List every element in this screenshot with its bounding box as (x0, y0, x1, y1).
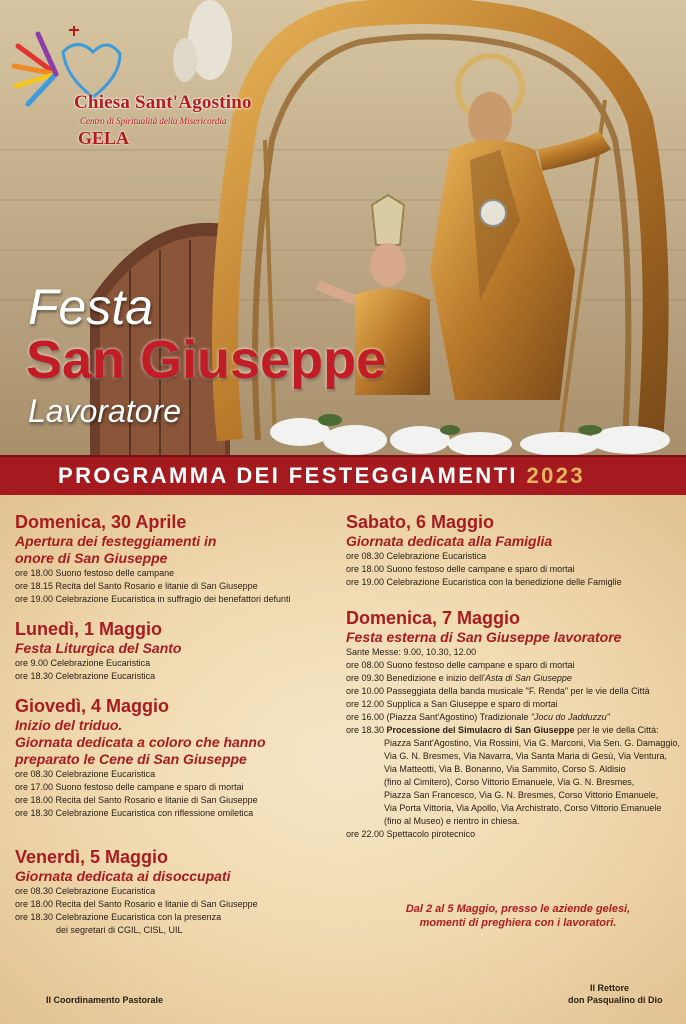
event-block (15, 511, 330, 606)
procession-text: Processione del Simulacro di San Giuseppe (386, 725, 575, 735)
day-subtitle: Apertura dei festeggiamenti in onore di San Giuseppe (15, 533, 217, 566)
note-line: momenti di preghiera con i lavoratori. (419, 917, 617, 929)
banner-title (58, 463, 585, 489)
schedule-line: ore 18.30 Celebrazione Eucaristica (15, 671, 156, 681)
schedule-line: ore 19.00 Celebrazione Eucaristica in suffragio dei benefattori defunti (15, 594, 291, 604)
church-logo (8, 22, 298, 162)
title-festa: Festa (28, 279, 154, 335)
event-block (346, 607, 682, 841)
event-block (15, 846, 330, 937)
day-heading: Giovedì, 4 Maggio (15, 696, 170, 716)
route-line: Via Matteotti, Via B. Bonanno, Via Sammito, Corso S. Aldisio (384, 764, 626, 774)
signature-title: Il Rettore (590, 983, 630, 993)
title-lavoratore: Lavoratore (28, 393, 181, 429)
event-block (346, 511, 682, 589)
day-heading: Domenica, 7 Maggio (346, 608, 521, 628)
schedule-line: ore 10.00 Passeggiata della banda musicale "F. Renda" per le vie della Città (346, 686, 650, 696)
schedule-line: ore 9.00 Celebrazione Eucaristica (15, 658, 151, 668)
statue-photo (0, 0, 686, 455)
route-line: (fino al Cimitero), Corso Vittorio Emanuele, Via G. N. Bresmes, (384, 777, 635, 787)
day-heading: Domenica, 30 Aprile (15, 512, 187, 532)
title-san-giuseppe: San Giuseppe (26, 330, 387, 390)
schedule-line (346, 672, 682, 685)
route-line: Piazza San Francesco, Via G. N. Bresmes, Corso Vittorio Emanuele, (384, 790, 659, 800)
schedule-text: ore 16.00 (Piazza Sant'Agostino) Tradizionale (346, 712, 531, 722)
jocu-text: "Jocu do Jadduzzu" (530, 712, 610, 722)
schedule-line: ore 08.30 Celebrazione Eucaristica (346, 551, 487, 561)
schedule-line (346, 711, 682, 724)
schedule-text: ore 09.30 Benedizione e inizio dell' (346, 673, 485, 683)
masses-line: Sante Messe: 9.00, 10.30, 12.00 (346, 647, 477, 657)
note-line: Dal 2 al 5 Maggio, presso le aziende gelesi, (405, 903, 631, 915)
schedule-line: ore 18.30 Celebrazione Eucaristica con la presenza (15, 912, 222, 922)
route-line: Via Porta Vittoria, Via Apollo, Via Archistrato, Corso Vittorio Emanuele (384, 803, 662, 813)
schedule-line: ore 17.00 Suono festoso delle campane e sparo di mortai (15, 782, 244, 792)
schedule-line: ore 08.30 Celebrazione Eucaristica (15, 886, 156, 896)
asta-text: Asta di San Giuseppe (484, 673, 572, 683)
schedule-line: ore 18.00 Recita del Santo Rosario e litanie di San Giuseppe (15, 899, 258, 909)
schedule-line: ore 08.00 Suono festoso delle campane e sparo di mortai (346, 660, 575, 670)
day-heading: Lunedì, 1 Maggio (15, 619, 162, 639)
route-line: (fino al Museo) e rientro in chiesa. (384, 816, 520, 826)
schedule-line: ore 19.00 Celebrazione Eucaristica con la benedizione delle Famiglie (346, 577, 622, 587)
signature-name: don Pasqualino di Dio (568, 995, 663, 1005)
signature-coordinamento: Il Coordinamento Pastorale (46, 995, 164, 1005)
logo-city: GELA (78, 128, 130, 148)
banner-year: 2023 (526, 463, 586, 488)
route-line: Piazza Sant'Agostino, Via Rossini, Via G. Marconi, Via Sen. G. Damaggio, (384, 738, 680, 748)
schedule-line: ore 18.00 Recita del Santo Rosario e litanie di San Giuseppe (15, 795, 258, 805)
schedule-line: ore 18.00 Suono festoso delle campane e sparo di mortai (346, 564, 575, 574)
banner-label: PROGRAMMA DEI FESTEGGIAMENTI (58, 463, 527, 488)
day-heading: Sabato, 6 Maggio (346, 512, 495, 532)
day-subtitle-2: Giornata dedicata a coloro che hanno preparato le Cene di San Giuseppe (15, 734, 266, 767)
left-column (15, 511, 330, 949)
event-block (15, 695, 330, 820)
day-subtitle: Inizio del triduo. (15, 717, 123, 733)
day-subtitle: Giornata dedicata ai disoccupati (15, 868, 231, 884)
logo-name: Chiesa Sant'Agostino (74, 92, 252, 113)
program-section (0, 495, 686, 1024)
day-subtitle: Festa esterna di San Giuseppe lavoratore (346, 629, 622, 645)
day-subtitle: Festa Liturgica del Santo (15, 640, 182, 656)
event-block (15, 618, 330, 683)
schedule-line: ore 22.00 Spettacolo pirotecnico (346, 829, 476, 839)
schedule-line: ore 18.00 Suono festoso delle campane (15, 568, 175, 578)
schedule-line: ore 18.30 Celebrazione Eucaristica con riflessione omiletica (15, 808, 254, 818)
day-subtitle: Giornata dedicata alla Famiglia (346, 533, 553, 549)
right-column (346, 511, 682, 853)
schedule-line: dei segretari di CGIL, CISL, UIL (56, 925, 183, 935)
schedule-text: per le vie della Città: (574, 725, 659, 735)
day-heading: Venerdì, 5 Maggio (15, 847, 169, 867)
schedule-line: ore 18.15 Recita del Santo Rosario e litanie di San Giuseppe (15, 581, 258, 591)
logo-subtitle: Centro di Spiritualità della Misericordia (80, 116, 227, 126)
schedule-line (346, 724, 682, 737)
schedule-line: ore 08.30 Celebrazione Eucaristica (15, 769, 156, 779)
workers-note (373, 902, 663, 930)
schedule-line: ore 12.00 Supplica a San Giuseppe e sparo di mortai (346, 699, 558, 709)
schedule-time: ore 18.30 (346, 725, 387, 735)
program-banner (0, 455, 686, 497)
route-line: Via G. N. Bresmes, Via Navarra, Via Santa Maria di Gesù, Via Ventura, (384, 751, 667, 761)
